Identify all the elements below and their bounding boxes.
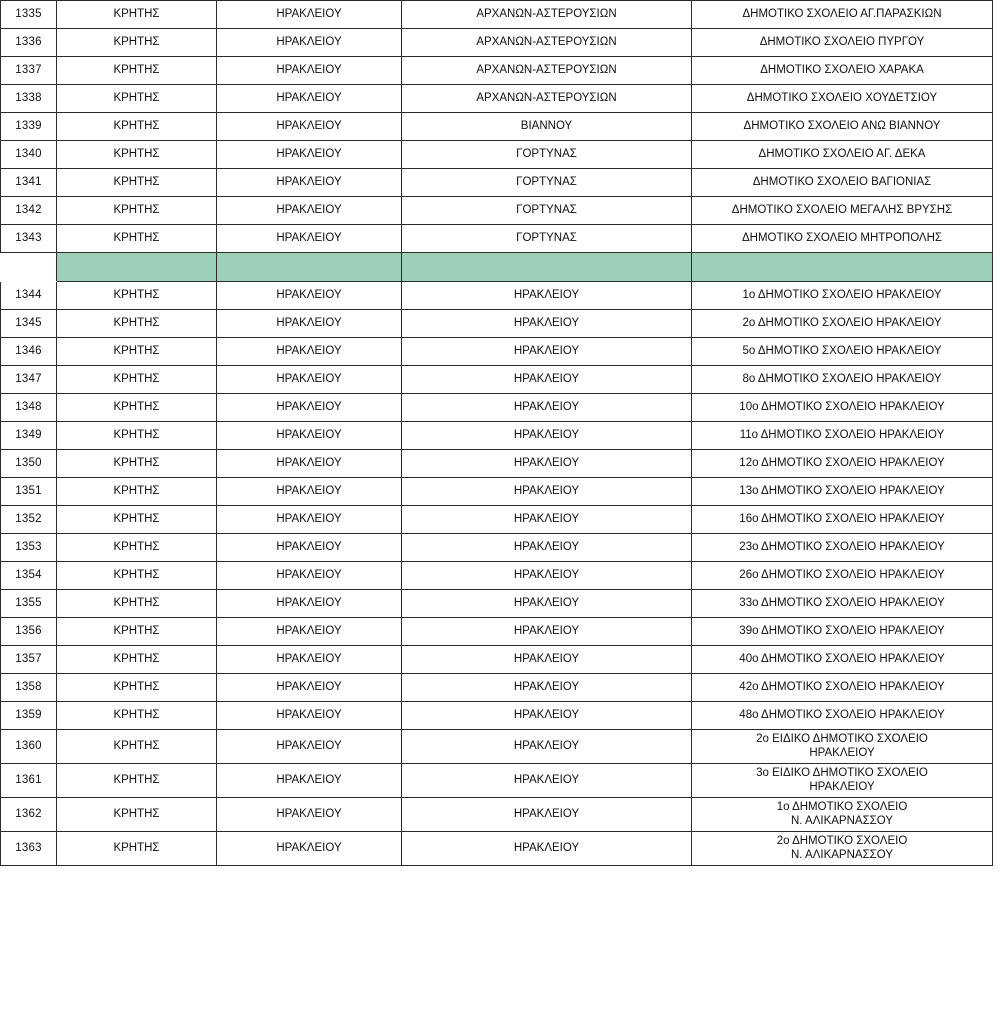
table-row	[1, 169, 993, 197]
cell-municipality: ΗΡΑΚΛΕΙΟΥ	[402, 590, 692, 618]
cell-prefecture: ΗΡΑΚΛΕΙΟΥ	[217, 702, 402, 730]
school-name-line-2: ΗΡΑΚΛΕΙΟΥ	[809, 780, 875, 793]
cell-prefecture: ΗΡΑΚΛΕΙΟΥ	[217, 506, 402, 534]
cell-region: ΚΡΗΤΗΣ	[57, 646, 217, 674]
cell-school-name: 8ο ΔΗΜΟΤΙΚΟ ΣΧΟΛΕΙΟ ΗΡΑΚΛΕΙΟΥ	[692, 366, 993, 394]
table-row	[1, 478, 993, 506]
table-row	[1, 113, 993, 141]
cell-municipality: ΗΡΑΚΛΕΙΟΥ	[402, 646, 692, 674]
cell-region: ΚΡΗΤΗΣ	[57, 506, 217, 534]
cell-prefecture	[217, 253, 402, 282]
cell-prefecture: ΗΡΑΚΛΕΙΟΥ	[217, 310, 402, 338]
cell-school-name	[692, 798, 993, 832]
cell-id: 1358	[1, 674, 57, 702]
cell-municipality	[402, 253, 692, 282]
cell-id: 1352	[1, 506, 57, 534]
cell-school-name: ΔΗΜΟΤΙΚΟ ΣΧΟΛΕΙΟ ΜΗΤΡΟΠΟΛΗΣ	[692, 225, 993, 253]
cell-municipality: ΓΟΡΤΥΝΑΣ	[402, 141, 692, 169]
cell-region: ΚΡΗΤΗΣ	[57, 562, 217, 590]
cell-school-name: 16ο ΔΗΜΟΤΙΚΟ ΣΧΟΛΕΙΟ ΗΡΑΚΛΕΙΟΥ	[692, 506, 993, 534]
table-row	[1, 646, 993, 674]
cell-region: ΚΡΗΤΗΣ	[57, 29, 217, 57]
cell-municipality: ΗΡΑΚΛΕΙΟΥ	[402, 534, 692, 562]
cell-municipality: ΗΡΑΚΛΕΙΟΥ	[402, 338, 692, 366]
cell-school-name: 40ο ΔΗΜΟΤΙΚΟ ΣΧΟΛΕΙΟ ΗΡΑΚΛΕΙΟΥ	[692, 646, 993, 674]
cell-region	[57, 253, 217, 282]
cell-region: ΚΡΗΤΗΣ	[57, 169, 217, 197]
cell-id: 1360	[1, 730, 57, 764]
school-name-line-2: Ν. ΑΛΙΚΑΡΝΑΣΣΟΥ	[790, 848, 894, 861]
table-row	[1, 29, 993, 57]
table-row	[1, 562, 993, 590]
table-body	[1, 1, 993, 866]
cell-region: ΚΡΗΤΗΣ	[57, 590, 217, 618]
cell-region: ΚΡΗΤΗΣ	[57, 197, 217, 225]
cell-id: 1336	[1, 29, 57, 57]
cell-id: 1363	[1, 832, 57, 866]
cell-id: 1350	[1, 450, 57, 478]
cell-school-name	[692, 730, 993, 764]
cell-municipality: ΗΡΑΚΛΕΙΟΥ	[402, 450, 692, 478]
cell-municipality: ΗΡΑΚΛΕΙΟΥ	[402, 674, 692, 702]
cell-region: ΚΡΗΤΗΣ	[57, 366, 217, 394]
school-name-line-1: 2ο ΕΙΔΙΚΟ ΔΗΜΟΤΙΚΟ ΣΧΟΛΕΙΟ	[756, 732, 928, 745]
cell-prefecture: ΗΡΑΚΛΕΙΟΥ	[217, 394, 402, 422]
cell-id: 1361	[1, 764, 57, 798]
cell-region: ΚΡΗΤΗΣ	[57, 57, 217, 85]
table-row	[1, 798, 993, 832]
cell-region: ΚΡΗΤΗΣ	[57, 798, 217, 832]
cell-id: 1343	[1, 225, 57, 253]
cell-id: 1335	[1, 1, 57, 29]
cell-region: ΚΡΗΤΗΣ	[57, 394, 217, 422]
cell-municipality: ΗΡΑΚΛΕΙΟΥ	[402, 702, 692, 730]
cell-municipality: ΗΡΑΚΛΕΙΟΥ	[402, 506, 692, 534]
cell-school-name: ΔΗΜΟΤΙΚΟ ΣΧΟΛΕΙΟ ΒΑΓΙΟΝΙΑΣ	[692, 169, 993, 197]
cell-region: ΚΡΗΤΗΣ	[57, 534, 217, 562]
cell-region: ΚΡΗΤΗΣ	[57, 422, 217, 450]
cell-prefecture: ΗΡΑΚΛΕΙΟΥ	[217, 590, 402, 618]
cell-id: 1345	[1, 310, 57, 338]
table-row	[1, 85, 993, 113]
cell-municipality: ΗΡΑΚΛΕΙΟΥ	[402, 478, 692, 506]
cell-prefecture: ΗΡΑΚΛΕΙΟΥ	[217, 57, 402, 85]
cell-prefecture: ΗΡΑΚΛΕΙΟΥ	[217, 562, 402, 590]
cell-prefecture: ΗΡΑΚΛΕΙΟΥ	[217, 798, 402, 832]
cell-municipality: ΗΡΑΚΛΕΙΟΥ	[402, 394, 692, 422]
table-row	[1, 764, 993, 798]
cell-id: 1346	[1, 338, 57, 366]
table-row	[1, 702, 993, 730]
table-row	[1, 310, 993, 338]
table-row	[1, 197, 993, 225]
cell-prefecture: ΗΡΑΚΛΕΙΟΥ	[217, 674, 402, 702]
cell-region: ΚΡΗΤΗΣ	[57, 832, 217, 866]
cell-municipality: ΓΟΡΤΥΝΑΣ	[402, 225, 692, 253]
cell-school-name: ΔΗΜΟΤΙΚΟ ΣΧΟΛΕΙΟ ΜΕΓΑΛΗΣ ΒΡΥΣΗΣ	[692, 197, 993, 225]
table-row-spacer	[1, 253, 993, 282]
cell-school-name: ΔΗΜΟΤΙΚΟ ΣΧΟΛΕΙΟ ΠΥΡΓΟΥ	[692, 29, 993, 57]
cell-region: ΚΡΗΤΗΣ	[57, 618, 217, 646]
cell-prefecture: ΗΡΑΚΛΕΙΟΥ	[217, 29, 402, 57]
cell-municipality: ΑΡΧΑΝΩΝ-ΑΣΤΕΡΟΥΣΙΩΝ	[402, 29, 692, 57]
cell-prefecture: ΗΡΑΚΛΕΙΟΥ	[217, 141, 402, 169]
table-row	[1, 282, 993, 310]
school-name-line-1: 1ο ΔΗΜΟΤΙΚΟ ΣΧΟΛΕΙΟ	[776, 800, 908, 813]
cell-id: 1349	[1, 422, 57, 450]
cell-region: ΚΡΗΤΗΣ	[57, 225, 217, 253]
cell-municipality: ΑΡΧΑΝΩΝ-ΑΣΤΕΡΟΥΣΙΩΝ	[402, 1, 692, 29]
cell-id: 1357	[1, 646, 57, 674]
cell-prefecture: ΗΡΑΚΛΕΙΟΥ	[217, 1, 402, 29]
cell-school-name	[692, 832, 993, 866]
cell-region: ΚΡΗΤΗΣ	[57, 764, 217, 798]
cell-prefecture: ΗΡΑΚΛΕΙΟΥ	[217, 225, 402, 253]
cell-prefecture: ΗΡΑΚΛΕΙΟΥ	[217, 534, 402, 562]
cell-school-name: 48ο ΔΗΜΟΤΙΚΟ ΣΧΟΛΕΙΟ ΗΡΑΚΛΕΙΟΥ	[692, 702, 993, 730]
cell-prefecture: ΗΡΑΚΛΕΙΟΥ	[217, 832, 402, 866]
cell-id: 1341	[1, 169, 57, 197]
school-name-line-2: Ν. ΑΛΙΚΑΡΝΑΣΣΟΥ	[790, 814, 894, 827]
table-row	[1, 366, 993, 394]
cell-prefecture: ΗΡΑΚΛΕΙΟΥ	[217, 646, 402, 674]
cell-region: ΚΡΗΤΗΣ	[57, 478, 217, 506]
cell-school-name	[692, 764, 993, 798]
table-row	[1, 506, 993, 534]
cell-prefecture: ΗΡΑΚΛΕΙΟΥ	[217, 113, 402, 141]
cell-region: ΚΡΗΤΗΣ	[57, 113, 217, 141]
cell-school-name: 33ο ΔΗΜΟΤΙΚΟ ΣΧΟΛΕΙΟ ΗΡΑΚΛΕΙΟΥ	[692, 590, 993, 618]
table-row	[1, 1, 993, 29]
cell-region: ΚΡΗΤΗΣ	[57, 1, 217, 29]
table-row	[1, 618, 993, 646]
table-row	[1, 225, 993, 253]
cell-region: ΚΡΗΤΗΣ	[57, 310, 217, 338]
cell-prefecture: ΗΡΑΚΛΕΙΟΥ	[217, 618, 402, 646]
cell-prefecture: ΗΡΑΚΛΕΙΟΥ	[217, 338, 402, 366]
cell-school-name: 13ο ΔΗΜΟΤΙΚΟ ΣΧΟΛΕΙΟ ΗΡΑΚΛΕΙΟΥ	[692, 478, 993, 506]
school-name-line-1: 2ο ΔΗΜΟΤΙΚΟ ΣΧΟΛΕΙΟ	[776, 834, 908, 847]
cell-municipality: ΓΟΡΤΥΝΑΣ	[402, 197, 692, 225]
cell-municipality: ΗΡΑΚΛΕΙΟΥ	[402, 562, 692, 590]
cell-prefecture: ΗΡΑΚΛΕΙΟΥ	[217, 366, 402, 394]
cell-prefecture: ΗΡΑΚΛΕΙΟΥ	[217, 478, 402, 506]
cell-school-name	[692, 253, 993, 282]
cell-id: 1353	[1, 534, 57, 562]
cell-school-name: 12ο ΔΗΜΟΤΙΚΟ ΣΧΟΛΕΙΟ ΗΡΑΚΛΕΙΟΥ	[692, 450, 993, 478]
cell-municipality: ΗΡΑΚΛΕΙΟΥ	[402, 832, 692, 866]
school-name-line-2: ΗΡΑΚΛΕΙΟΥ	[809, 746, 875, 759]
cell-municipality: ΗΡΑΚΛΕΙΟΥ	[402, 764, 692, 798]
cell-school-name: 42ο ΔΗΜΟΤΙΚΟ ΣΧΟΛΕΙΟ ΗΡΑΚΛΕΙΟΥ	[692, 674, 993, 702]
cell-municipality: ΗΡΑΚΛΕΙΟΥ	[402, 730, 692, 764]
cell-school-name: ΔΗΜΟΤΙΚΟ ΣΧΟΛΕΙΟ ΑΓ.ΠΑΡΑΣΚΙΩΝ	[692, 1, 993, 29]
cell-region: ΚΡΗΤΗΣ	[57, 450, 217, 478]
cell-school-name: 1ο ΔΗΜΟΤΙΚΟ ΣΧΟΛΕΙΟ ΗΡΑΚΛΕΙΟΥ	[692, 282, 993, 310]
table-row	[1, 338, 993, 366]
table-row	[1, 141, 993, 169]
cell-id	[1, 253, 57, 282]
cell-id: 1337	[1, 57, 57, 85]
table-row	[1, 450, 993, 478]
cell-municipality: ΒΙΑΝΝΟΥ	[402, 113, 692, 141]
table-row	[1, 674, 993, 702]
cell-region: ΚΡΗΤΗΣ	[57, 282, 217, 310]
cell-id: 1340	[1, 141, 57, 169]
cell-school-name: 39ο ΔΗΜΟΤΙΚΟ ΣΧΟΛΕΙΟ ΗΡΑΚΛΕΙΟΥ	[692, 618, 993, 646]
cell-school-name: ΔΗΜΟΤΙΚΟ ΣΧΟΛΕΙΟ ΑΝΩ ΒΙΑΝΝΟΥ	[692, 113, 993, 141]
cell-municipality: ΗΡΑΚΛΕΙΟΥ	[402, 798, 692, 832]
table-row	[1, 590, 993, 618]
table-row	[1, 422, 993, 450]
cell-municipality: ΗΡΑΚΛΕΙΟΥ	[402, 282, 692, 310]
cell-id: 1347	[1, 366, 57, 394]
cell-prefecture: ΗΡΑΚΛΕΙΟΥ	[217, 282, 402, 310]
cell-prefecture: ΗΡΑΚΛΕΙΟΥ	[217, 85, 402, 113]
table-row	[1, 57, 993, 85]
cell-prefecture: ΗΡΑΚΛΕΙΟΥ	[217, 197, 402, 225]
cell-id: 1359	[1, 702, 57, 730]
cell-school-name: 2ο ΔΗΜΟΤΙΚΟ ΣΧΟΛΕΙΟ ΗΡΑΚΛΕΙΟΥ	[692, 310, 993, 338]
cell-prefecture: ΗΡΑΚΛΕΙΟΥ	[217, 422, 402, 450]
cell-school-name: 23ο ΔΗΜΟΤΙΚΟ ΣΧΟΛΕΙΟ ΗΡΑΚΛΕΙΟΥ	[692, 534, 993, 562]
cell-school-name: ΔΗΜΟΤΙΚΟ ΣΧΟΛΕΙΟ ΧΟΥΔΕΤΣΙΟΥ	[692, 85, 993, 113]
cell-id: 1348	[1, 394, 57, 422]
cell-region: ΚΡΗΤΗΣ	[57, 730, 217, 764]
cell-school-name: ΔΗΜΟΤΙΚΟ ΣΧΟΛΕΙΟ ΧΑΡΑΚΑ	[692, 57, 993, 85]
cell-prefecture: ΗΡΑΚΛΕΙΟΥ	[217, 730, 402, 764]
cell-id: 1339	[1, 113, 57, 141]
cell-id: 1351	[1, 478, 57, 506]
cell-prefecture: ΗΡΑΚΛΕΙΟΥ	[217, 169, 402, 197]
cell-school-name: 5ο ΔΗΜΟΤΙΚΟ ΣΧΟΛΕΙΟ ΗΡΑΚΛΕΙΟΥ	[692, 338, 993, 366]
cell-municipality: ΗΡΑΚΛΕΙΟΥ	[402, 310, 692, 338]
table-row	[1, 534, 993, 562]
cell-region: ΚΡΗΤΗΣ	[57, 674, 217, 702]
cell-region: ΚΡΗΤΗΣ	[57, 141, 217, 169]
cell-id: 1354	[1, 562, 57, 590]
cell-id: 1338	[1, 85, 57, 113]
cell-municipality: ΗΡΑΚΛΕΙΟΥ	[402, 422, 692, 450]
cell-school-name: 26ο ΔΗΜΟΤΙΚΟ ΣΧΟΛΕΙΟ ΗΡΑΚΛΕΙΟΥ	[692, 562, 993, 590]
cell-municipality: ΗΡΑΚΛΕΙΟΥ	[402, 618, 692, 646]
cell-school-name: 11ο ΔΗΜΟΤΙΚΟ ΣΧΟΛΕΙΟ ΗΡΑΚΛΕΙΟΥ	[692, 422, 993, 450]
cell-id: 1344	[1, 282, 57, 310]
cell-prefecture: ΗΡΑΚΛΕΙΟΥ	[217, 764, 402, 798]
table-row	[1, 730, 993, 764]
cell-prefecture: ΗΡΑΚΛΕΙΟΥ	[217, 450, 402, 478]
cell-region: ΚΡΗΤΗΣ	[57, 338, 217, 366]
cell-municipality: ΗΡΑΚΛΕΙΟΥ	[402, 366, 692, 394]
school-name-line-1: 3ο ΕΙΔΙΚΟ ΔΗΜΟΤΙΚΟ ΣΧΟΛΕΙΟ	[756, 766, 928, 779]
cell-region: ΚΡΗΤΗΣ	[57, 702, 217, 730]
cell-region: ΚΡΗΤΗΣ	[57, 85, 217, 113]
table-row	[1, 832, 993, 866]
cell-municipality: ΑΡΧΑΝΩΝ-ΑΣΤΕΡΟΥΣΙΩΝ	[402, 57, 692, 85]
cell-id: 1356	[1, 618, 57, 646]
cell-school-name: ΔΗΜΟΤΙΚΟ ΣΧΟΛΕΙΟ ΑΓ. ΔΕΚΑ	[692, 141, 993, 169]
cell-municipality: ΓΟΡΤΥΝΑΣ	[402, 169, 692, 197]
cell-id: 1355	[1, 590, 57, 618]
table-row	[1, 394, 993, 422]
cell-municipality: ΑΡΧΑΝΩΝ-ΑΣΤΕΡΟΥΣΙΩΝ	[402, 85, 692, 113]
cell-id: 1342	[1, 197, 57, 225]
cell-id: 1362	[1, 798, 57, 832]
cell-school-name: 10ο ΔΗΜΟΤΙΚΟ ΣΧΟΛΕΙΟ ΗΡΑΚΛΕΙΟΥ	[692, 394, 993, 422]
